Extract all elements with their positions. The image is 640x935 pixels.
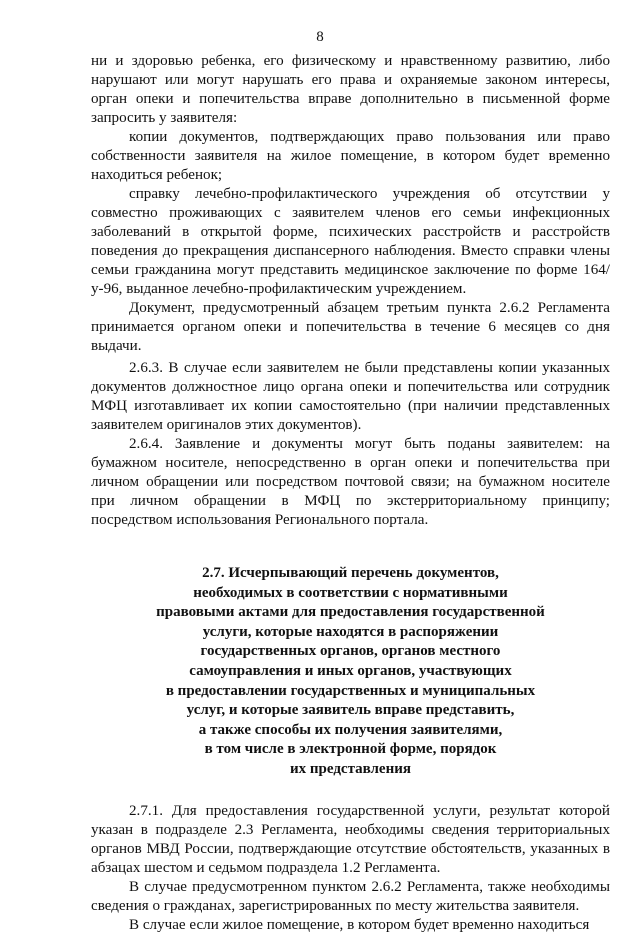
section-heading-line: самоуправления и иных органов, участвующих xyxy=(189,662,512,679)
page-number: 8 xyxy=(316,29,324,45)
section-heading-line: 2.7. Исчерпывающий перечень документов, xyxy=(202,565,499,581)
paragraph-documents-copies: копии документов, подтверждающих право пользования или право собственности заявителя на жилое помещение, в котором будет временно находиться ребенок; xyxy=(91,129,610,183)
section-heading-line: услуги, которые находятся в распоряжении xyxy=(202,623,499,640)
paragraph-2-6-4: 2.6.4. Заявление и документы могут быть поданы заявителем: на бумажном носителе, непосредственно в орган опеки и попечительства при личном обращении или посредством почтовой связи; на бумажном носителе при личном обращении в МФЦ по экстерриториальному принципу; посредством использования Регионального портала. xyxy=(91,436,610,528)
paragraph-document-validity: Документ, предусмотренный абзацем третьим пункта 2.6.2 Регламента принимается органом опеки и попечительства в течение 6 месяцев со дня выдачи. xyxy=(91,300,610,354)
section-heading-line: необходимых в соответствии с нормативными xyxy=(193,584,508,601)
section-heading-line: в том числе в электронной форме, порядок xyxy=(204,741,497,758)
paragraph-living-premises: В случае если жилое помещение, в котором будет временно находиться xyxy=(129,916,590,933)
paragraph-2-7-1: 2.7.1. Для предоставления государственной услуги, результат которой указан в подразделе 2.3 Регламента, необходимы сведения территориальных органов МВД России, подтверждающие отсутствие обстоятельств, указанных в абзацах шестом и седьмом подраздела 1.2 Регламента. xyxy=(91,802,610,876)
paragraph-medical-certificate: справку лечебно-профилактического учреждения об отсутствии у совместно проживающих с заявителем членов его семьи инфекционных заболеваний в открытой форме, психических расстройств и расстройств поведения до прекращения диспансерного наблюдения. Вместо справки члены семьи гражданина могут представить медицинское заключение по форме 164/у-96, выданное лечебно-профилактическим учреждением. xyxy=(91,186,610,297)
section-heading-line: а также способы их получения заявителями, xyxy=(198,721,503,738)
section-heading-line: в предоставлении государственных и муниципальных xyxy=(165,682,536,699)
paragraph-continuation: ни и здоровью ребенка, его физическому и нравственному развитию, либо нарушают или могут нарушать его права и охраняемые законом интересы, орган опеки и попечительства вправе дополнительно в письменной форме запросить у заявителя: xyxy=(91,53,610,126)
section-heading-line: правовыми актами для предоставления государственной xyxy=(156,604,545,621)
section-heading-2-7 xyxy=(91,564,610,780)
paragraph-2-6-3: 2.6.3. В случае если заявителем не были представлены копии указанных документов должностное лицо органа опеки и попечительства или сотрудник МФЦ изготавливает их копии самостоятельно (при наличии представленных заявителем оригиналов этих документов). xyxy=(91,360,610,433)
section-heading-line: услуг, и которые заявитель вправе представить, xyxy=(186,702,515,719)
document-body xyxy=(91,52,610,935)
section-heading-line: государственных органов, органов местного xyxy=(200,643,501,660)
section-heading-line: их представления xyxy=(289,760,411,777)
paragraph-residents-info: В случае предусмотренном пунктом 2.6.2 Регламента, также необходимы сведения о гражданах, зарегистрированных по месту жительства заявителя. xyxy=(91,878,610,914)
